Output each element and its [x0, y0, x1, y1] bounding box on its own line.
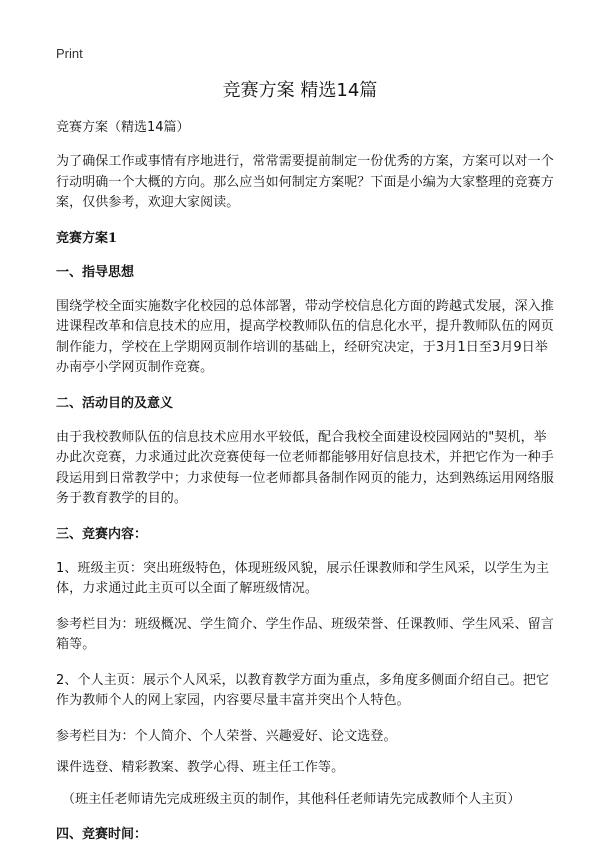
heading-content: 三、竞赛内容： — [56, 526, 148, 542]
section-title: 竞赛方案1 — [56, 230, 118, 246]
document-body — [56, 118, 556, 859]
print-link[interactable]: Print — [56, 46, 83, 61]
heading-guiding-ideology: 一、指导思想 — [56, 264, 135, 280]
document-subtitle: 竞赛方案（精选14篇） — [56, 120, 190, 135]
paragraph-personal-columns: 参考栏目为：个人简介、个人荣誉、兴趣爱好、论文选登。 — [56, 728, 397, 744]
paragraph-extra-columns: 课件选登、精彩教案、教学心得、班主任工作等。 — [56, 760, 345, 775]
intro-paragraph: 为了确保工作或事情有序地进行，常常需要提前制定一份优秀的方案，方案可以对一个行动明确一个大概的方向。那么应当如何制定方案呢？下面是小编为大家整理的竞赛方案，仅供参考，欢迎大家阅读。 — [56, 154, 554, 210]
paragraph-note: （班主任老师请先完成班级主页的制作，其他科任老师请先完成教师个人主页） — [62, 791, 521, 807]
heading-time: 四、竞赛时间： — [56, 827, 148, 842]
paragraph-personal-homepage: 2、个人主页：展示个人风采，以教育教学方面为重点，多角度多侧面介绍自己。把它作为教师个人的网上家园，内容要尽量丰富并突出个人特色。 — [56, 672, 550, 708]
paragraph-class-columns: 参考栏目为：班级概况、学生简介、学生作品、班级荣誉、任课教师、学生风采、留言箱等。 — [56, 616, 554, 652]
paragraph-purpose: 由于我校教师队伍的信息技术应用水平较低，配合我校全面建设校园网站的"契机，举办此次竞赛，力求通过此次竞赛使每一位老师都能够用好信息技术，并把它作为一种手段运用到日常教学中；力求使每一位老师都具备制作网页的能力，达到熟练运用网络服务于教育教学的目的。 — [56, 429, 554, 506]
paragraph-class-homepage: 1、班级主页：突出班级特色，体现班级风貌，展示任课教师和学生风采，以学生为主体，力求通过此主页可以全面了解班级情况。 — [56, 560, 550, 596]
paragraph-guiding-ideology: 围绕学校全面实施数字化校园的总体部署，带动学校信息化方面的跨越式发展，深入推进课程改革和信息技术的应用，提高学校教师队伍的信息化水平，提升教师队伍的网页制作能力，学校在上学期网页制作培训的基础上，经研究决定，于3月1日至3月9日举办南亭小学网页制作竞赛。 — [56, 298, 554, 375]
heading-purpose: 二、活动目的及意义 — [56, 395, 174, 411]
document-title: 竞赛方案 精选14篇 — [222, 80, 378, 101]
